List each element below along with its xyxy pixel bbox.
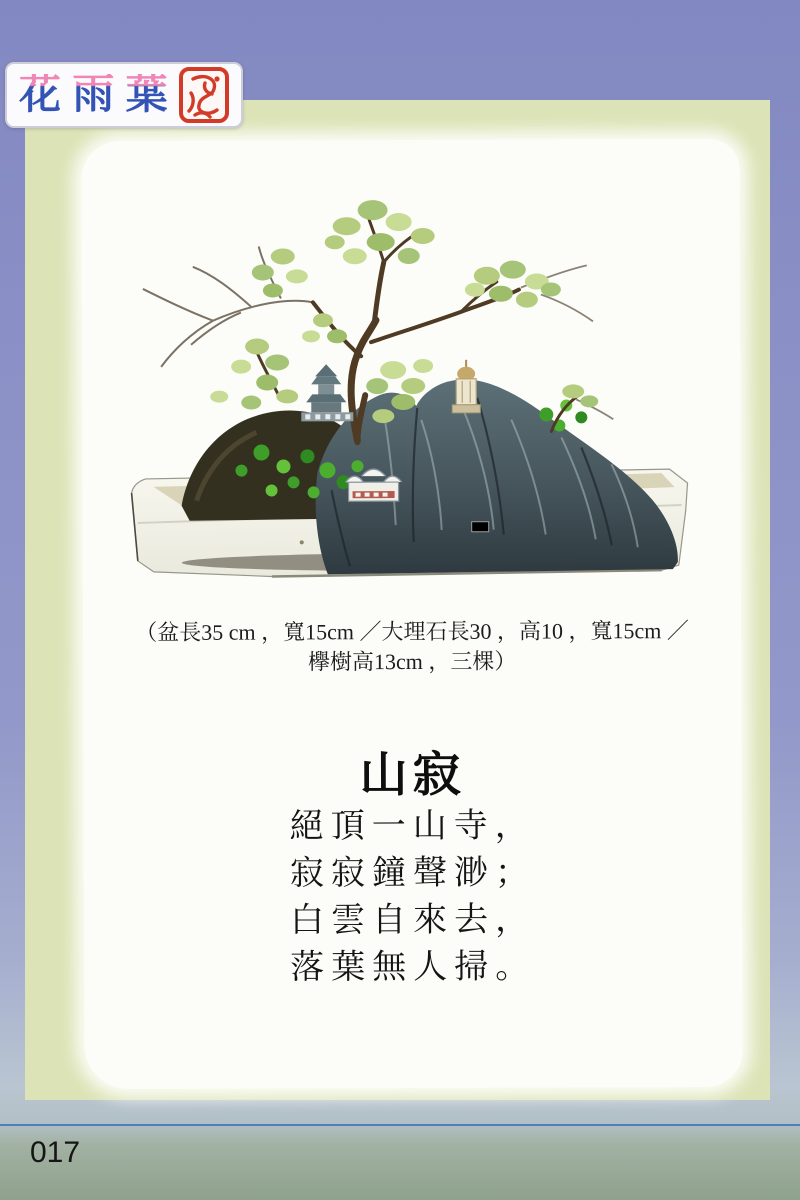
poem-title: 山寂 <box>359 748 466 803</box>
poem-line: 落葉無人掃。 <box>290 948 537 987</box>
logo-character-hua: 花 <box>19 72 62 118</box>
caption-line-2: 欅樹高13cm ，三棵） <box>307 648 517 675</box>
green-mat-panel <box>25 100 770 1100</box>
poem-line: 寂寂鐘聲渺； <box>289 854 536 893</box>
logo-character-yu: 雨 <box>72 72 115 118</box>
footer-divider-line <box>0 1124 800 1126</box>
small-figurine <box>472 522 489 532</box>
logo-character-ye: 葉 <box>125 72 168 118</box>
poem-line: 白雲自來去， <box>290 901 537 940</box>
tan-pavilion-figurine <box>452 360 480 413</box>
gray-pagoda-figurine <box>301 364 353 421</box>
page-number: 017 <box>30 1136 81 1169</box>
bonsai-photo <box>120 169 702 611</box>
album-page <box>81 139 742 1089</box>
caption-line-1: （盆長35 cm ，寬15cm ／大理石長30 ，高10 ，寬15cm ／ <box>135 618 689 645</box>
red-dragon-seal-icon <box>179 67 229 123</box>
poem-body <box>84 802 743 992</box>
bonsai-photo-illustration <box>120 169 702 611</box>
poem-line: 絕頂一山寺， <box>289 807 536 846</box>
photo-caption <box>83 616 741 678</box>
album-logo <box>5 62 243 128</box>
